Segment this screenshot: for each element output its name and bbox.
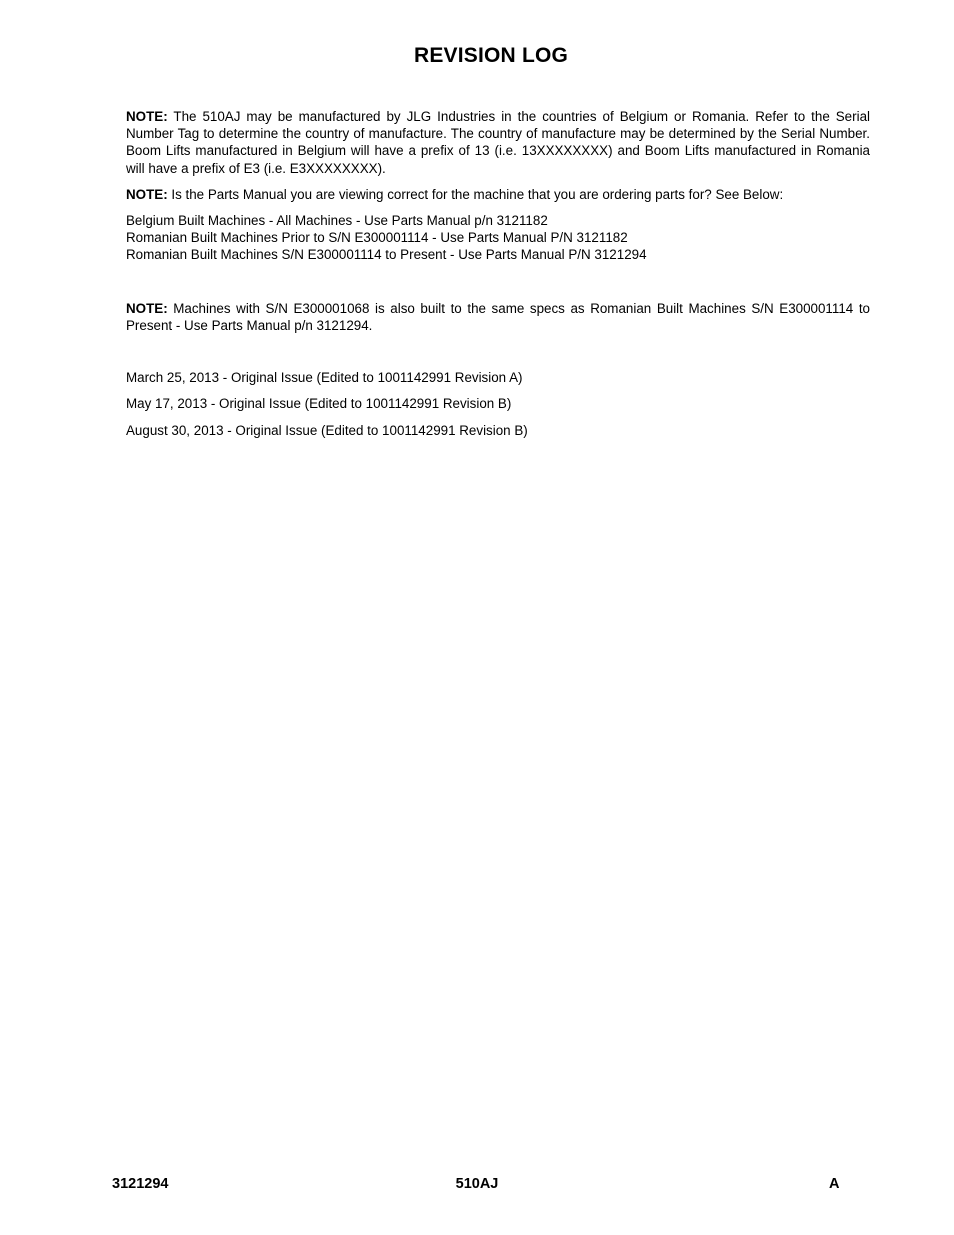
revision-entry: May 17, 2013 - Original Issue (Edited to 1001142991 Revision B) (126, 396, 512, 412)
document-body (126, 108, 870, 448)
note-text: The 510AJ may be manufactured by JLG Industries in the countries of Belgium or Romania. Refer to the Serial Number Tag to determine the country of manufacture. The country of manufacture may be determined by the Serial Number. Boom Lifts manufactured in Belgium will have a prefix of 13 (i.e. 13XXXXXXXX) and Boom Lifts manufactured in Romania will have a prefix of E3 (i.e. E3XXXXXXXX). (126, 109, 870, 176)
note-manufacture-country (126, 108, 870, 177)
footer-manual-number: 3121294 (112, 1176, 169, 1192)
page-title: REVISION LOG (413, 44, 569, 67)
machine-manual-item: Romanian Built Machines S/N E300001114 to Present - Use Parts Manual P/N 3121294 (126, 247, 647, 263)
note-label: NOTE: (126, 186, 168, 202)
note-text: Machines with S/N E300001068 is also built to the same specs as Romanian Built Machines S/N E300001114 to Present - Use Parts Manual p/n 3121294. (126, 300, 870, 333)
revision-entry: August 30, 2013 - Original Issue (Edited to 1001142991 Revision B) (126, 422, 528, 438)
machine-manual-item: Belgium Built Machines - All Machines - Use Parts Manual p/n 3121182 (126, 213, 548, 229)
note-parts-manual-check (126, 186, 870, 203)
revision-entry: March 25, 2013 - Original Issue (Edited to 1001142991 Revision A) (126, 370, 523, 386)
footer-page: A (829, 1176, 840, 1192)
footer-model: 510AJ (455, 1176, 499, 1192)
note-label: NOTE: (126, 109, 168, 124)
machine-manual-item: Romanian Built Machines Prior to S/N E300001114 - Use Parts Manual P/N 3121182 (126, 230, 628, 246)
revision-list (126, 369, 870, 439)
note-label: NOTE: (126, 300, 168, 316)
machine-manual-list (126, 212, 870, 264)
note-text: Is the Parts Manual you are viewing correct for the machine that you are ordering parts for? See Below: (167, 186, 784, 202)
note-serial-specs (126, 300, 870, 334)
